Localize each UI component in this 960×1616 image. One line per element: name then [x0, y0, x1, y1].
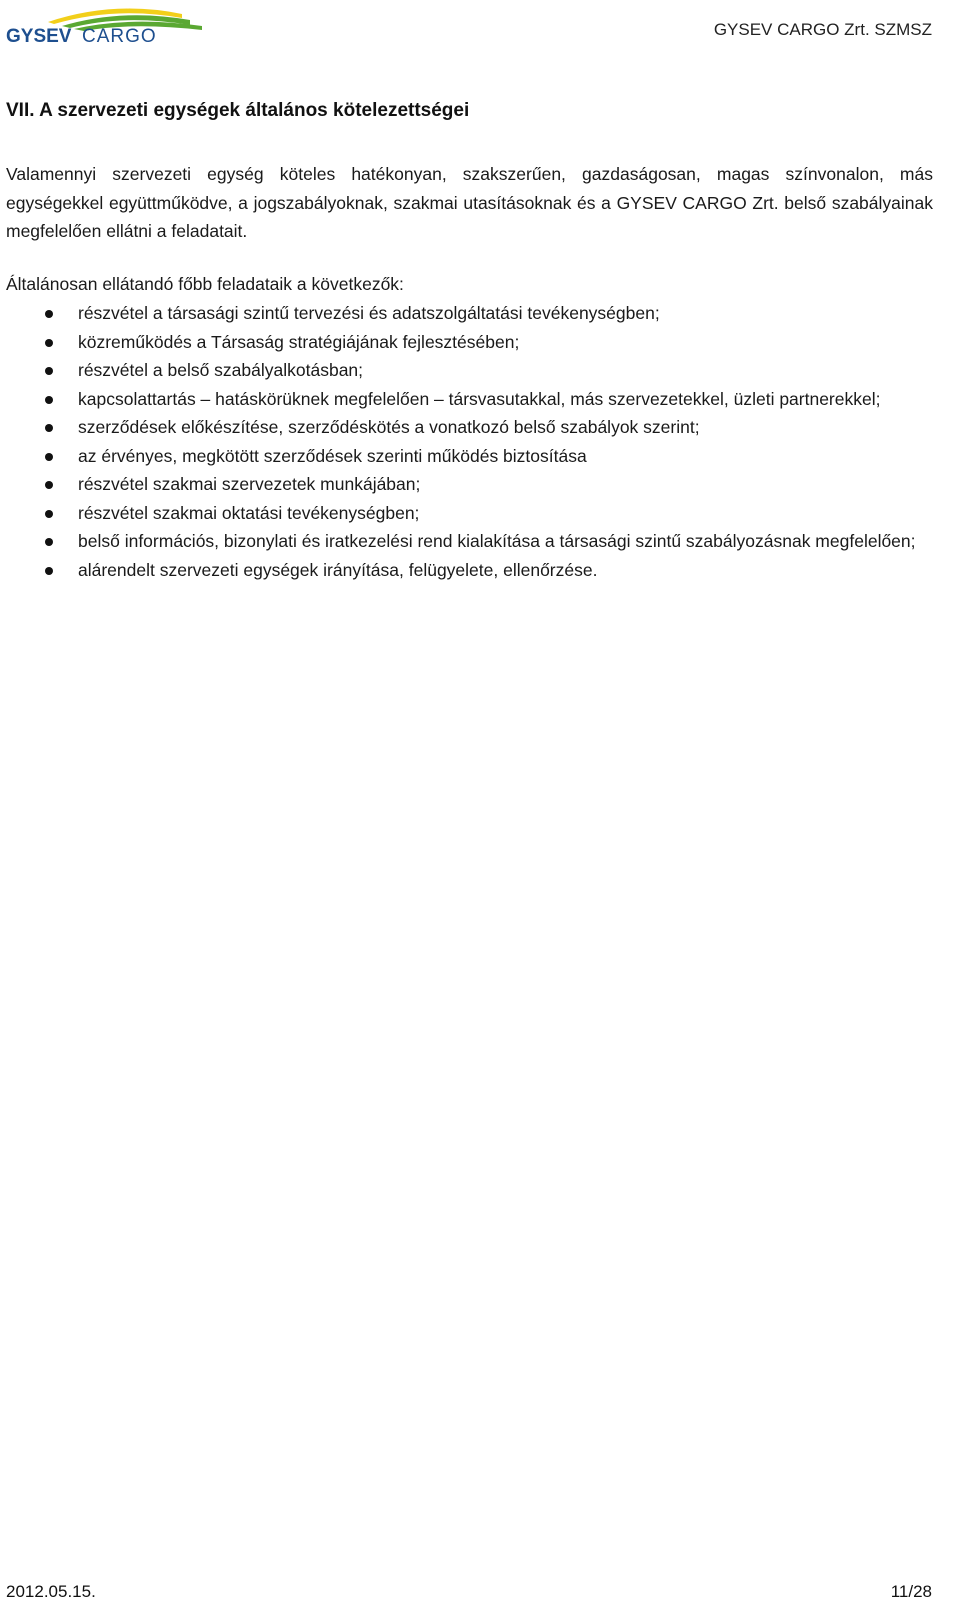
footer-page-number: 11/28: [890, 1582, 932, 1601]
intro-paragraph: Valamennyi szervezeti egység köteles hatékonyan, szakszerűen, gazdaságosan, magas színvonalon, más egységekkel együttműködve, a jogszabályoknak, szakmai utasításoknak és a GYSEV CARGO Zrt. belső szabályainak megfelelően ellátni a feladatait.: [6, 164, 933, 241]
list-item: [6, 328, 933, 357]
bullet-icon: [45, 510, 53, 518]
list-item: [6, 556, 933, 585]
list-item-text: az érvényes, megkötött szerződések szerinti működés biztosítása: [78, 445, 587, 466]
section-title: VII. A szervezeti egységek általános kötelezettségei: [6, 100, 470, 121]
list-item: [6, 299, 933, 328]
duties-heading: Általánosan ellátandó főbb feladataik a következők:: [6, 274, 404, 294]
bullet-icon: [45, 424, 53, 432]
list-item: [6, 527, 933, 556]
bullet-icon: [45, 367, 53, 375]
logo-text-gysev: GYSEV: [6, 26, 72, 46]
bullet-icon: [45, 481, 53, 489]
logo-graphic: [4, 2, 214, 46]
list-item-text: alárendelt szervezeti egységek irányítása, felügyelete, ellenőrzése.: [78, 559, 598, 580]
footer-date: 2012.05.15.: [6, 1582, 96, 1601]
list-item: [6, 499, 933, 528]
duties-list: [6, 299, 933, 584]
list-item: [6, 442, 933, 471]
document-label: GYSEV CARGO Zrt. SZMSZ: [713, 20, 932, 39]
bullet-icon: [45, 453, 53, 461]
list-item: [6, 413, 933, 442]
list-item-text: részvétel szakmai szervezetek munkájában;: [78, 474, 421, 494]
bullet-icon: [45, 310, 53, 318]
list-item-text: közreműködés a Társaság stratégiájának fejlesztésében;: [78, 331, 520, 352]
page-header: [0, 0, 960, 56]
logo-text-cargo: CARGO: [82, 26, 157, 46]
bullet-icon: [45, 396, 53, 404]
list-item-text: részvétel a belső szabályalkotásban;: [78, 360, 364, 380]
list-item-text: részvétel szakmai oktatási tevékenységben;: [78, 502, 420, 523]
list-item-text: szerződések előkészítése, szerződéskötés a vonatkozó belső szabályok szerint;: [78, 417, 700, 437]
list-item-text: belső információs, bizonylati és iratkezelési rend kialakítása a társasági szintű szabályozásnak megfelelően;: [78, 531, 916, 551]
bullet-icon: [45, 567, 53, 575]
list-item-text: kapcsolattartás – hatáskörüknek megfelelően – társvasutakkal, más szervezetekkel, üzleti partnerekkel;: [78, 388, 881, 409]
bullet-icon: [45, 339, 53, 347]
bullet-icon: [45, 538, 53, 546]
gysev-cargo-logo: [4, 2, 214, 46]
list-item: [6, 385, 933, 414]
list-item: [6, 356, 933, 385]
list-item-text: részvétel a társasági szintű tervezési és adatszolgáltatási tevékenységben;: [78, 303, 660, 323]
list-item: [6, 470, 933, 499]
